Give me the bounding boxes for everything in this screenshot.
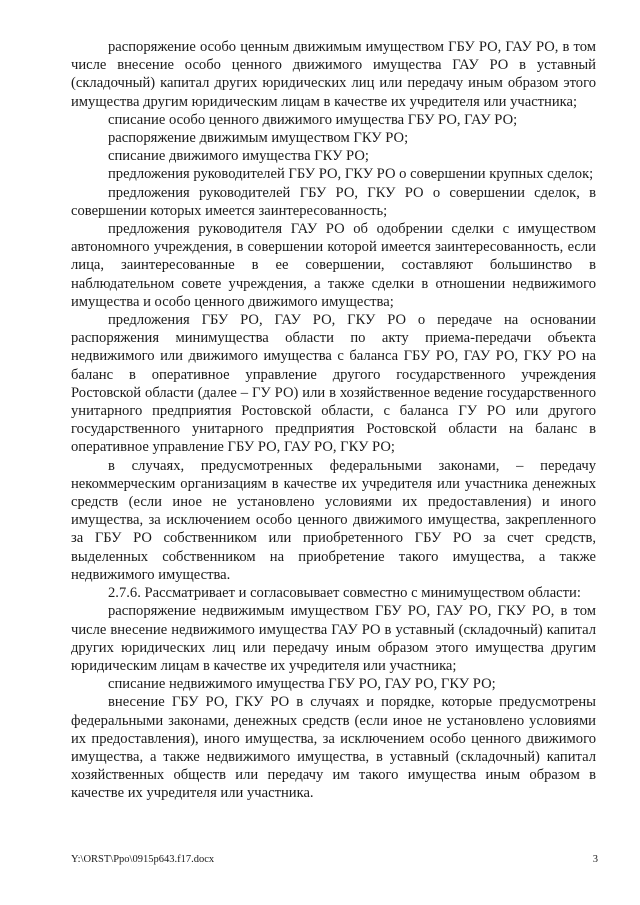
paragraph: внесение ГБУ РО, ГКУ РО в случаях и порядке, которые предусмотрены федеральными законами, денежных средств (если иное не установлено условиями их предоставления), иного имущества, за исключением особо ценного движимого имущества, а также недвижимого имущества, в уставный (складочный) капитал хозяйственных обществ или передачу им такого имущества иным образом в качестве их учредителя или участника.: [71, 694, 596, 802]
paragraph: списание движимого имущества ГКУ РО;: [108, 148, 369, 165]
paragraph: распоряжение недвижимым имуществом ГБУ РО, ГАУ РО, ГКУ РО, в том числе внесение недвижимого имущества ГАУ РО в уставный (складочный) капитал других юридических лиц или передачу иным образом этого имущества другим юридическим лицам в качестве их учредителя или участника;: [71, 603, 596, 674]
paragraph: предложения ГБУ РО, ГАУ РО, ГКУ РО о передаче на основании распоряжения минимущества области по акту приема-передачи объекта недвижимого или движимого имущества с баланса ГБУ РО, ГАУ РО, ГКУ РО на баланс в оперативное управление другого государственного учреждения Ростовской области (далее – ГУ РО) или в хозяйственное ведение государственного унитарного предприятия Ростовской области, с баланса ГУ РО или другого государственного унитарного предприятия Ростовской области на баланс в оперативное управление ГБУ РО, ГАУ РО, ГКУ РО;: [71, 312, 596, 456]
paragraph: предложения руководителей ГБУ РО, ГКУ РО о совершении сделок, в совершении которых имеется заинтересованность;: [71, 184, 596, 219]
paragraph: в случаях, предусмотренных федеральными законами, – передачу некоммерческим организациям в качестве их учредителя или участника денежных средств (если иное не установлено условиями их предоставления) и иного имущества, за исключением особо ценного движимого имущества, закрепленного за ГБУ РО собственником или приобретенного ГБУ РО за счет средств, выделенных собственником на приобретение такого имущества, а также недвижимого имущества.: [71, 457, 596, 583]
document-body: [71, 38, 596, 803]
page-footer: [71, 854, 598, 865]
section-heading-2-7-6: 2.7.6. Рассматривает и согласовывает совместно с минимуществом области:: [108, 585, 581, 602]
paragraph: распоряжение движимым имуществом ГКУ РО;: [108, 130, 409, 147]
file-path: Y:\ORST\Ppo\0915p643.f17.docx: [71, 854, 215, 865]
page-number: 3: [592, 854, 598, 865]
paragraph: списание недвижимого имущества ГБУ РО, ГАУ РО, ГКУ РО;: [108, 676, 496, 693]
paragraph: предложения руководителей ГБУ РО, ГКУ РО о совершении крупных сделок;: [108, 166, 594, 183]
paragraph: распоряжение особо ценным движимым имуществом ГБУ РО, ГАУ РО, в том числе внесение особо ценного движимого имущества ГАУ РО в уставный (складочный) капитал других юридических лиц или передачу иным образом этого имущества другим юридическим лицам в качестве их учредителя или участника;: [71, 39, 596, 110]
paragraph: предложения руководителя ГАУ РО об одобрении сделки с имуществом автономного учреждения, в совершении которой имеется заинтересованность, если лица, заинтересованные в ее совершении, составляют большинство в наблюдательном совете учреждения, а также сделки в отношении недвижимого имущества и особо ценного движимого имущества;: [71, 221, 596, 310]
paragraph: списание особо ценного движимого имущества ГБУ РО, ГАУ РО;: [108, 111, 518, 128]
